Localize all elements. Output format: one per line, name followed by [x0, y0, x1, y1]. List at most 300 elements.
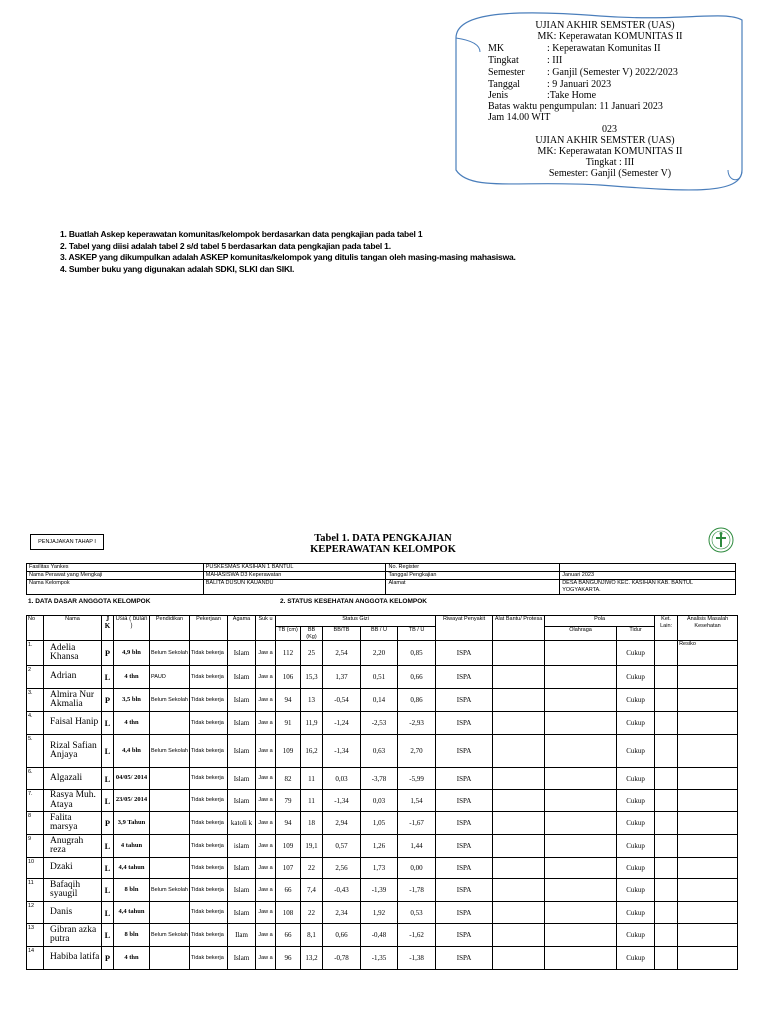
- exercise-cell: [545, 666, 617, 689]
- row-number-cell: 2: [27, 666, 44, 689]
- occupation-cell: Tidak bekerja: [190, 879, 228, 902]
- religion-cell: Islam: [228, 790, 256, 812]
- gender-cell: L: [102, 902, 114, 924]
- bb-u-value-cell: 1,05: [361, 812, 398, 835]
- address-line1: DESA BANGUNJIWO KEC. KASIHAN KAB. BANTUL: [562, 580, 694, 586]
- weight-value-cell: 15,3: [301, 666, 323, 689]
- weight-value-cell: 13: [301, 689, 323, 712]
- member-data-table: [26, 615, 738, 970]
- instruction-item: 4. Sumber buku yang digunakan adalah SDKI, SLKI dan SIKI.: [60, 263, 295, 274]
- bb-tb-value-cell: 0,66: [323, 924, 361, 947]
- semester-label: Semester: [488, 67, 525, 78]
- address-line2: YOGYAKARTA.: [562, 587, 601, 593]
- tingkat-repeat: Tingkat : III: [585, 157, 635, 168]
- aids-cell: [493, 812, 545, 835]
- bb-tb-value-cell: -0,54: [323, 689, 361, 712]
- education-cell: [150, 812, 190, 835]
- disease-history-cell: ISPA: [436, 858, 493, 879]
- religion-cell: Islam: [228, 902, 256, 924]
- health-analysis-cell: [678, 735, 738, 768]
- tb-u-value-cell: -1,78: [398, 879, 436, 902]
- weight-value-cell: 22: [301, 858, 323, 879]
- weight-value-cell: 7,4: [301, 879, 323, 902]
- weight-value-cell: 8,1: [301, 924, 323, 947]
- tb-u-value-cell: 0,66: [398, 666, 436, 689]
- jenis-label: Jenis: [488, 90, 508, 101]
- bb-tb-value-cell: 2,56: [323, 858, 361, 879]
- age-cell: 3,9 Tahun: [114, 812, 150, 835]
- age-cell: 4 thn: [114, 947, 150, 970]
- bb-tb-value-cell: 0,57: [323, 835, 361, 858]
- ethnicity-cell: Jaw a: [256, 902, 276, 924]
- table-row: [27, 768, 738, 790]
- bb-u-value-cell: -2,53: [361, 712, 398, 735]
- tb-u-value-cell: 0,53: [398, 902, 436, 924]
- weight-value-cell: 19,1: [301, 835, 323, 858]
- education-cell: PAUD: [150, 666, 190, 689]
- other-notes-cell: [655, 858, 678, 879]
- mk-value: : Keperawatan Komunitas II: [547, 43, 661, 54]
- height-value-cell: 109: [276, 835, 301, 858]
- tingkat-value: : III: [547, 55, 563, 66]
- disease-history-cell: ISPA: [436, 812, 493, 835]
- exercise-cell: [545, 835, 617, 858]
- other-notes-cell: [655, 902, 678, 924]
- religion-cell: islam: [228, 835, 256, 858]
- education-cell: [150, 947, 190, 970]
- height-value-cell: 79: [276, 790, 301, 812]
- ethnicity-cell: Jaw a: [256, 812, 276, 835]
- tanggal-value: : 9 Januari 2023: [547, 79, 612, 90]
- sleep-cell: Cukup: [617, 879, 655, 902]
- health-analysis-cell: [678, 879, 738, 902]
- ethnicity-cell: Jaw a: [256, 947, 276, 970]
- sleep-cell: Cukup: [617, 666, 655, 689]
- ethnicity-cell: Jaw a: [256, 768, 276, 790]
- table-row: [27, 947, 738, 970]
- gender-cell: L: [102, 735, 114, 768]
- jenis-value: :Take Home: [547, 90, 597, 101]
- disease-history-cell: ISPA: [436, 879, 493, 902]
- deadline-line1: Batas waktu pengumpulan: 11 Januari 2023: [488, 101, 663, 112]
- member-name-cell: Faisal Hanip: [44, 712, 102, 735]
- age-cell: 8 bln: [114, 924, 150, 947]
- height-value-cell: 91: [276, 712, 301, 735]
- bb-u-value-cell: -3,78: [361, 768, 398, 790]
- disease-history-cell: ISPA: [436, 641, 493, 666]
- ethnicity-cell: Jaw a: [256, 858, 276, 879]
- tb-u-value-cell: 1,44: [398, 835, 436, 858]
- religion-cell: katoli k: [228, 812, 256, 835]
- row-number-cell: 7.: [27, 790, 44, 812]
- height-value-cell: 106: [276, 666, 301, 689]
- other-notes-cell: [655, 735, 678, 768]
- exercise-cell: [545, 790, 617, 812]
- height-value-cell: 66: [276, 924, 301, 947]
- gender-cell: L: [102, 712, 114, 735]
- exercise-cell: [545, 689, 617, 712]
- sleep-cell: Cukup: [617, 689, 655, 712]
- exercise-cell: [545, 858, 617, 879]
- instructions-list: [60, 229, 516, 275]
- table-title: Tabel 1. DATA PENGKAJIAN: [314, 533, 452, 544]
- row-number-cell: 14: [27, 947, 44, 970]
- health-analysis-cell: [678, 902, 738, 924]
- ethnicity-cell: Jaw a: [256, 666, 276, 689]
- bb-u-value-cell: 0,51: [361, 666, 398, 689]
- occupation-cell: Tidak bekerja: [190, 641, 228, 666]
- aids-cell: [493, 641, 545, 666]
- deadline-line2: Jam 14.00 WIT: [488, 112, 551, 123]
- religion-cell: Islam: [228, 666, 256, 689]
- table-row: [27, 835, 738, 858]
- member-name-cell: Adelia Khansa: [44, 641, 102, 666]
- health-analysis-cell: [678, 666, 738, 689]
- aids-cell: [493, 858, 545, 879]
- text-fragment: 023: [602, 124, 617, 135]
- gender-cell: L: [102, 790, 114, 812]
- height-value-cell: 112: [276, 641, 301, 666]
- other-notes-cell: [655, 879, 678, 902]
- ethnicity-cell: Jaw a: [256, 835, 276, 858]
- member-name-cell: Rasya Muh. Ataya: [44, 790, 102, 812]
- education-cell: Belum Sekolah: [150, 641, 190, 666]
- health-ministry-logo-icon: [708, 527, 734, 553]
- table-subtitle: KEPERAWATAN KELOMPOK: [310, 544, 456, 555]
- gender-cell: L: [102, 924, 114, 947]
- aids-cell: [493, 902, 545, 924]
- nurse-label: Nama Perawat yang Mengkaji: [27, 572, 204, 580]
- ethnicity-cell: Jaw a: [256, 689, 276, 712]
- col-tb-u: TB / U: [398, 627, 436, 641]
- other-notes-cell: [655, 835, 678, 858]
- member-name-cell: Anugrah reza: [44, 835, 102, 858]
- col-disease-history: Riwayat Penyakit: [436, 616, 493, 641]
- occupation-cell: Tidak bekerja: [190, 689, 228, 712]
- member-name-cell: Bafaqih syaugil: [44, 879, 102, 902]
- semester-repeat: Semester: Ganjil (Semester V): [548, 168, 672, 179]
- aids-cell: [493, 712, 545, 735]
- sleep-cell: Cukup: [617, 902, 655, 924]
- disease-history-cell: ISPA: [436, 712, 493, 735]
- bb-tb-value-cell: -1,34: [323, 790, 361, 812]
- row-number-cell: 1.: [27, 641, 44, 666]
- member-name-cell: Habiba latifa: [44, 947, 102, 970]
- weight-value-cell: 16,2: [301, 735, 323, 768]
- instruction-item: 1. Buatlah Askep keperawatan komunitas/kelompok berdasarkan data pengkajian pada tabel 1: [60, 229, 423, 239]
- row-number-cell: 4.: [27, 712, 44, 735]
- tb-u-value-cell: 2,70: [398, 735, 436, 768]
- ethnicity-cell: Jaw a: [256, 735, 276, 768]
- col-gender: J K: [102, 616, 114, 641]
- religion-cell: Islam: [228, 879, 256, 902]
- instruction-item: 3. ASKEP yang dikumpulkan adalah ASKEP komunitas/kelompok yang ditulis tangan oleh masing-masing mahasiswa.: [60, 252, 516, 262]
- gender-cell: P: [102, 812, 114, 835]
- gender-cell: L: [102, 835, 114, 858]
- disease-history-cell: ISPA: [436, 947, 493, 970]
- col-weight: BB (Kg): [301, 627, 323, 641]
- ethnicity-cell: Jaw a: [256, 790, 276, 812]
- exercise-cell: [545, 902, 617, 924]
- disease-history-cell: ISPA: [436, 790, 493, 812]
- exercise-cell: [545, 768, 617, 790]
- sleep-cell: Cukup: [617, 947, 655, 970]
- height-value-cell: 66: [276, 879, 301, 902]
- occupation-cell: Tidak bekerja: [190, 835, 228, 858]
- member-name-cell: Algazali: [44, 768, 102, 790]
- table-row: [27, 902, 738, 924]
- health-analysis-cell: [678, 812, 738, 835]
- member-name-cell: Falita marsya: [44, 812, 102, 835]
- exercise-cell: [545, 924, 617, 947]
- bb-tb-value-cell: -0,78: [323, 947, 361, 970]
- address-value: [560, 580, 736, 595]
- col-age: Usia ( bulan ): [114, 616, 150, 641]
- sleep-cell: Cukup: [617, 735, 655, 768]
- ethnicity-cell: Jaw a: [256, 712, 276, 735]
- other-notes-cell: [655, 812, 678, 835]
- height-value-cell: 109: [276, 735, 301, 768]
- exam-subtitle: MK: Keperawatan KOMUNITAS II: [537, 31, 683, 42]
- facility-label: Fasilitas Yankes: [27, 564, 204, 572]
- age-cell: 04/05/ 2014: [114, 768, 150, 790]
- member-name-cell: Gibran azka putra: [44, 924, 102, 947]
- age-cell: 4 thn: [114, 666, 150, 689]
- height-value-cell: 107: [276, 858, 301, 879]
- tb-u-value-cell: -1,62: [398, 924, 436, 947]
- tb-u-value-cell: -5,99: [398, 768, 436, 790]
- weight-value-cell: 22: [301, 902, 323, 924]
- weight-value-cell: 11,9: [301, 712, 323, 735]
- col-height: TB (cm): [276, 627, 301, 641]
- row-number-cell: 13: [27, 924, 44, 947]
- health-analysis-cell: [678, 768, 738, 790]
- stage-tag: PENJAJAKAN TAHAP I: [30, 534, 104, 550]
- age-cell: 4 tahun: [114, 835, 150, 858]
- semester-value: : Ganjil (Semester V) 2022/2023: [547, 67, 678, 78]
- tb-u-value-cell: -2,93: [398, 712, 436, 735]
- age-cell: 8 bln: [114, 879, 150, 902]
- address-label: Alamat: [386, 580, 560, 595]
- occupation-cell: Tidak bekerja: [190, 947, 228, 970]
- table-row: [27, 812, 738, 835]
- other-notes-cell: [655, 947, 678, 970]
- bb-tb-value-cell: 1,37: [323, 666, 361, 689]
- education-cell: [150, 768, 190, 790]
- col-ethnicity: Suk u: [256, 616, 276, 641]
- bb-tb-value-cell: 2,34: [323, 902, 361, 924]
- exam-title: UJIAN AKHIR SEMSTER (UAS): [535, 20, 675, 31]
- tb-u-value-cell: -1,38: [398, 947, 436, 970]
- ethnicity-cell: Jaw a: [256, 641, 276, 666]
- tb-u-value-cell: 0,00: [398, 858, 436, 879]
- religion-cell: Ilam: [228, 924, 256, 947]
- gender-cell: L: [102, 858, 114, 879]
- assessment-date-label: Tanggal Pengkajian: [386, 572, 560, 580]
- weight-value-cell: 11: [301, 768, 323, 790]
- bb-u-value-cell: 1,92: [361, 902, 398, 924]
- section-health-status: 2. STATUS KESEHATAN ANGGOTA KELOMPOK: [280, 598, 427, 605]
- age-cell: 4,4 tahun: [114, 902, 150, 924]
- tingkat-label: Tingkat: [488, 55, 519, 66]
- occupation-cell: Tidak bekerja: [190, 666, 228, 689]
- bb-u-value-cell: 0,14: [361, 689, 398, 712]
- age-cell: 4,4 tahun: [114, 858, 150, 879]
- education-cell: [150, 902, 190, 924]
- aids-cell: [493, 666, 545, 689]
- sleep-cell: Cukup: [617, 712, 655, 735]
- table-row: [27, 735, 738, 768]
- mk-label: MK: [488, 43, 505, 54]
- sleep-cell: Cukup: [617, 924, 655, 947]
- bb-u-value-cell: 1,26: [361, 835, 398, 858]
- bb-tb-value-cell: 2,54: [323, 641, 361, 666]
- aids-cell: [493, 924, 545, 947]
- col-health-analysis: Analisis Masalah Kesehatan: [678, 616, 738, 641]
- occupation-cell: Tidak bekerja: [190, 790, 228, 812]
- bb-u-value-cell: 2,20: [361, 641, 398, 666]
- ethnicity-cell: Jaw a: [256, 924, 276, 947]
- other-notes-cell: [655, 666, 678, 689]
- member-name-cell: Danis: [44, 902, 102, 924]
- register-label: No. Register: [386, 564, 560, 572]
- assessment-date-value: Januari 2023: [560, 572, 736, 580]
- bb-u-value-cell: -1,39: [361, 879, 398, 902]
- occupation-cell: Tidak bekerja: [190, 858, 228, 879]
- col-pattern: Pola: [545, 616, 655, 627]
- religion-cell: Islam: [228, 712, 256, 735]
- bb-u-value-cell: 0,03: [361, 790, 398, 812]
- tb-u-value-cell: 1,54: [398, 790, 436, 812]
- bb-tb-value-cell: -1,24: [323, 712, 361, 735]
- bb-tb-value-cell: -1,34: [323, 735, 361, 768]
- age-cell: 4,9 bln: [114, 641, 150, 666]
- aids-cell: [493, 947, 545, 970]
- table-row: [27, 790, 738, 812]
- education-cell: [150, 790, 190, 812]
- health-analysis-cell: [678, 858, 738, 879]
- occupation-cell: Tidak bekerja: [190, 735, 228, 768]
- identity-table: [26, 563, 736, 595]
- group-label: Nama Kelompok: [27, 580, 204, 595]
- occupation-cell: Tidak bekerja: [190, 812, 228, 835]
- sleep-cell: Cukup: [617, 768, 655, 790]
- disease-history-cell: ISPA: [436, 902, 493, 924]
- gender-cell: P: [102, 947, 114, 970]
- row-number-cell: 3.: [27, 689, 44, 712]
- col-name: Nama: [44, 616, 102, 641]
- occupation-cell: Tidak bekerja: [190, 924, 228, 947]
- height-value-cell: 94: [276, 812, 301, 835]
- table-row: [27, 924, 738, 947]
- occupation-cell: Tidak bekerja: [190, 768, 228, 790]
- height-value-cell: 94: [276, 689, 301, 712]
- col-religion: Agama: [228, 616, 256, 641]
- aids-cell: [493, 879, 545, 902]
- religion-cell: Islam: [228, 735, 256, 768]
- bb-tb-value-cell: 0,03: [323, 768, 361, 790]
- ethnicity-cell: Jaw a: [256, 879, 276, 902]
- col-other-notes: Ket. Lain:: [655, 616, 678, 641]
- age-cell: 23/05/ 2014: [114, 790, 150, 812]
- col-sleep: Tidur: [617, 627, 655, 641]
- health-analysis-cell: Resiko: [678, 641, 738, 666]
- health-analysis-cell: [678, 835, 738, 858]
- table-row: [27, 666, 738, 689]
- bb-u-value-cell: 0,63: [361, 735, 398, 768]
- sleep-cell: Cukup: [617, 835, 655, 858]
- aids-cell: [493, 689, 545, 712]
- nurse-value: MAHASISWA D3 Keperawatan: [203, 572, 386, 580]
- weight-value-cell: 18: [301, 812, 323, 835]
- health-analysis-cell: [678, 689, 738, 712]
- table-row: [27, 858, 738, 879]
- disease-history-cell: ISPA: [436, 689, 493, 712]
- exercise-cell: [545, 947, 617, 970]
- row-number-cell: 8: [27, 812, 44, 835]
- religion-cell: Islam: [228, 768, 256, 790]
- exercise-cell: [545, 735, 617, 768]
- tanggal-label: Tanggal: [488, 79, 521, 90]
- disease-history-cell: ISPA: [436, 835, 493, 858]
- gender-cell: P: [102, 641, 114, 666]
- register-value: [560, 564, 736, 572]
- exam-subtitle-repeat: MK: Keperawatan KOMUNITAS II: [537, 146, 683, 157]
- education-cell: [150, 712, 190, 735]
- education-cell: [150, 858, 190, 879]
- sleep-cell: Cukup: [617, 641, 655, 666]
- row-number-cell: 6.: [27, 768, 44, 790]
- other-notes-cell: [655, 689, 678, 712]
- gender-cell: L: [102, 768, 114, 790]
- sleep-cell: Cukup: [617, 812, 655, 835]
- disease-history-cell: ISPA: [436, 666, 493, 689]
- member-name-cell: Dzaki: [44, 858, 102, 879]
- health-analysis-cell: [678, 790, 738, 812]
- aids-cell: [493, 835, 545, 858]
- age-cell: 3,5 bln: [114, 689, 150, 712]
- bb-tb-value-cell: 2,94: [323, 812, 361, 835]
- health-analysis-cell: [678, 947, 738, 970]
- col-bb-u: BB / U: [361, 627, 398, 641]
- tb-u-value-cell: 0,85: [398, 641, 436, 666]
- col-exercise: Olahraga: [545, 627, 617, 641]
- aids-cell: [493, 768, 545, 790]
- bb-u-value-cell: 1,73: [361, 858, 398, 879]
- other-notes-cell: [655, 712, 678, 735]
- disease-history-cell: ISPA: [436, 735, 493, 768]
- col-bb-tb: BB/TB: [323, 627, 361, 641]
- weight-value-cell: 25: [301, 641, 323, 666]
- col-occupation: Pekerjaan: [190, 616, 228, 641]
- height-value-cell: 82: [276, 768, 301, 790]
- health-analysis-cell: [678, 712, 738, 735]
- other-notes-cell: [655, 641, 678, 666]
- age-cell: 4 thn: [114, 712, 150, 735]
- other-notes-cell: [655, 790, 678, 812]
- education-cell: Belum Sekolah: [150, 924, 190, 947]
- sleep-cell: Cukup: [617, 858, 655, 879]
- religion-cell: Islam: [228, 641, 256, 666]
- gender-cell: L: [102, 666, 114, 689]
- tb-u-value-cell: 0,86: [398, 689, 436, 712]
- col-aids: Alat Bantu/ Protesa: [493, 616, 545, 641]
- exercise-cell: [545, 712, 617, 735]
- other-notes-cell: [655, 768, 678, 790]
- bb-u-value-cell: -0,48: [361, 924, 398, 947]
- height-value-cell: 96: [276, 947, 301, 970]
- aids-cell: [493, 735, 545, 768]
